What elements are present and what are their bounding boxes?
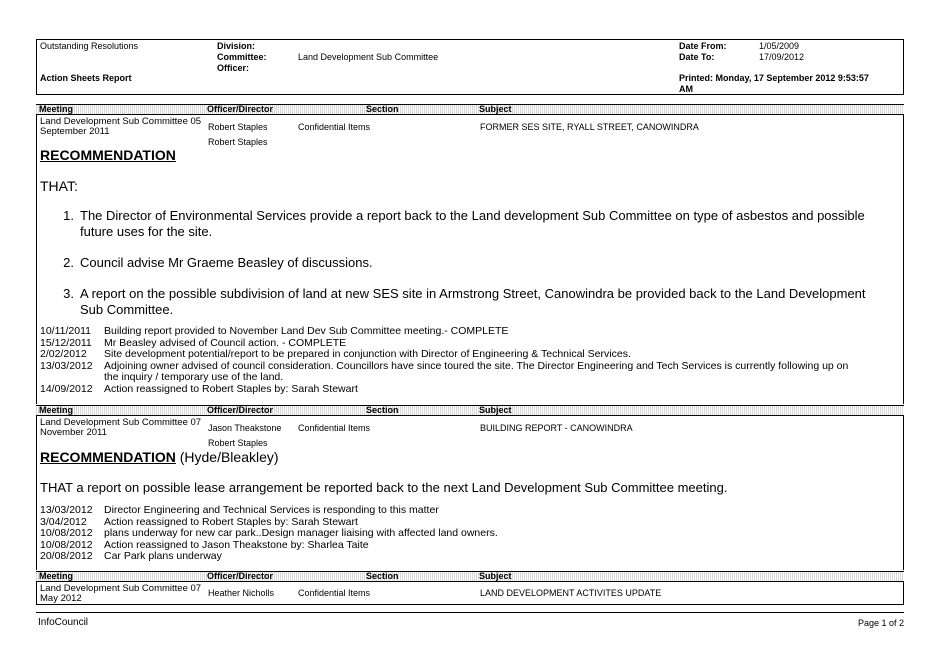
recommendation-line [40,449,279,465]
action-text: plans underway for new car park..Design manager liaising with affected land owners. [104,527,498,539]
report-group: Outstanding Resolutions [40,41,139,51]
report-header [36,39,904,95]
date-from-label: Date From: [679,41,727,51]
section-value: Confidential Items [298,423,371,433]
item-text: A report on the possible subdivision of land at new SES site in Armstrong Street, Canowindra be provided back to the Land Development [80,286,866,301]
officer-name: Robert Staples [208,122,268,132]
action-date: 10/08/2012 [40,538,93,551]
officer-name: Jason Theakstone [208,423,282,433]
recommendation-heading: RECOMMENDATION [40,147,176,163]
report-title: Action Sheets Report [40,73,132,83]
record-2 [36,416,904,570]
meeting-date: November 2011 [40,427,107,438]
printed-label: Printed: [679,73,714,83]
action-text: Site development potential/report to be prepared in conjunction with Director of Engineering & Technical Services. [104,348,631,360]
action-date: 14/09/2012 [40,382,93,395]
page-number: Page 1 of 2 [857,618,904,628]
division-label: Division: [217,41,256,51]
item-number: 3. [63,286,74,301]
action-date: 13/03/2012 [40,359,93,372]
meeting-date: September 2011 [40,126,110,137]
record-1 [36,115,904,404]
subject-value: LAND DEVELOPMENT ACTIVITES UPDATE [480,588,662,598]
action-date: 13/03/2012 [40,504,93,516]
col-section: Section [366,405,399,415]
action-date: 10/11/2011 [40,325,91,337]
col-meeting: Meeting [39,405,74,415]
recommendation-movers: (Hyde/Bleakley) [175,449,279,465]
officer-name: Robert Staples [208,438,268,448]
col-meeting: Meeting [39,571,74,581]
officer-name: Heather Nicholls [208,588,275,598]
action-text: Action reassigned to Robert Staples by: Sarah Stewart [104,515,358,528]
item-text: Council advise Mr Graeme Beasley of discussions. [80,255,373,270]
meeting-date: May 2012 [40,593,82,604]
action-text: Action reassigned to Robert Staples by: Sarah Stewart [104,382,358,395]
action-date: 15/12/2011 [40,336,92,349]
action-text: Car Park plans underway [104,550,222,562]
section-value: Confidential Items [298,122,371,132]
action-date: 2/02/2012 [40,348,87,360]
printed-line [679,73,869,84]
action-date: 20/08/2012 [40,550,93,562]
action-date: 3/04/2012 [40,515,87,528]
action-text: Mr Beasley advised of Council action. - COMPLETE [104,336,347,349]
action-row [40,551,222,563]
date-to-label: Date To: [679,52,715,62]
action-text: Adjoining owner advised of council consideration. Councillors have since toured the site. The Director Engineering and Tech Services is currently following up on [104,359,849,372]
column-header-row [36,104,904,115]
printed-value-cont: AM [679,84,693,94]
date-to-value: 17/09/2012 [759,52,805,62]
item-number: 1. [63,208,74,223]
committee-label: Committee: [217,52,267,62]
col-subject: Subject [479,104,512,114]
date-from-value: 1/05/2009 [759,41,800,51]
footer-brand: InfoCouncil [38,617,89,628]
section-value: Confidential Items [298,588,371,598]
col-subject: Subject [479,405,512,415]
meeting-name: Land Development Sub Committee 07 [40,583,202,594]
col-section: Section [366,104,399,114]
officer-name: Robert Staples [208,137,268,147]
item-text: The Director of Environmental Services provide a report back to the Land development Sub Committee on type of asbestos and possible [80,208,865,223]
action-text: Action reassigned to Jason Theakstone by: Sharlea Taite [104,538,369,551]
committee-value: Land Development Sub Committee [298,52,439,62]
item-text-cont: Sub Committee. [80,302,174,317]
that-label: THAT: [40,178,78,194]
action-text: Building report provided to November Land Dev Sub Committee meeting.- COMPLETE [104,325,509,337]
officer-label: Officer: [217,63,250,73]
action-date: 10/08/2012 [40,527,93,539]
that-resolution: THAT a report on possible lease arrangement be reported back to the next Land Development Sub Committee meeting. [40,480,728,495]
action-text-cont: the inquiry / temporary use of the land. [104,371,284,383]
col-officer: Officer/Director [207,104,274,114]
subject-value: FORMER SES SITE, RYALL STREET, CANOWINDRA [480,122,699,132]
meeting-name: Land Development Sub Committee 05 [40,116,202,127]
record-3 [36,582,904,605]
column-header-row [36,571,904,582]
subject-value: BUILDING REPORT - CANOWINDRA [480,423,633,433]
footer-rule [36,612,904,613]
column-header-row [36,405,904,416]
printed-value: Monday, 17 September 2012 9:53:57 [715,73,869,83]
item-number: 2. [63,255,74,270]
col-section: Section [366,571,399,581]
col-subject: Subject [479,571,512,581]
col-meeting: Meeting [39,104,74,114]
col-officer: Officer/Director [207,571,274,581]
col-officer: Officer/Director [207,405,274,415]
meeting-name: Land Development Sub Committee 07 [40,417,202,428]
item-text-cont: future uses for the site. [80,224,213,239]
recommendation-heading: RECOMMENDATION [40,449,176,465]
action-row [40,384,358,396]
action-text: Director Engineering and Technical Services is responding to this matter [104,504,439,516]
